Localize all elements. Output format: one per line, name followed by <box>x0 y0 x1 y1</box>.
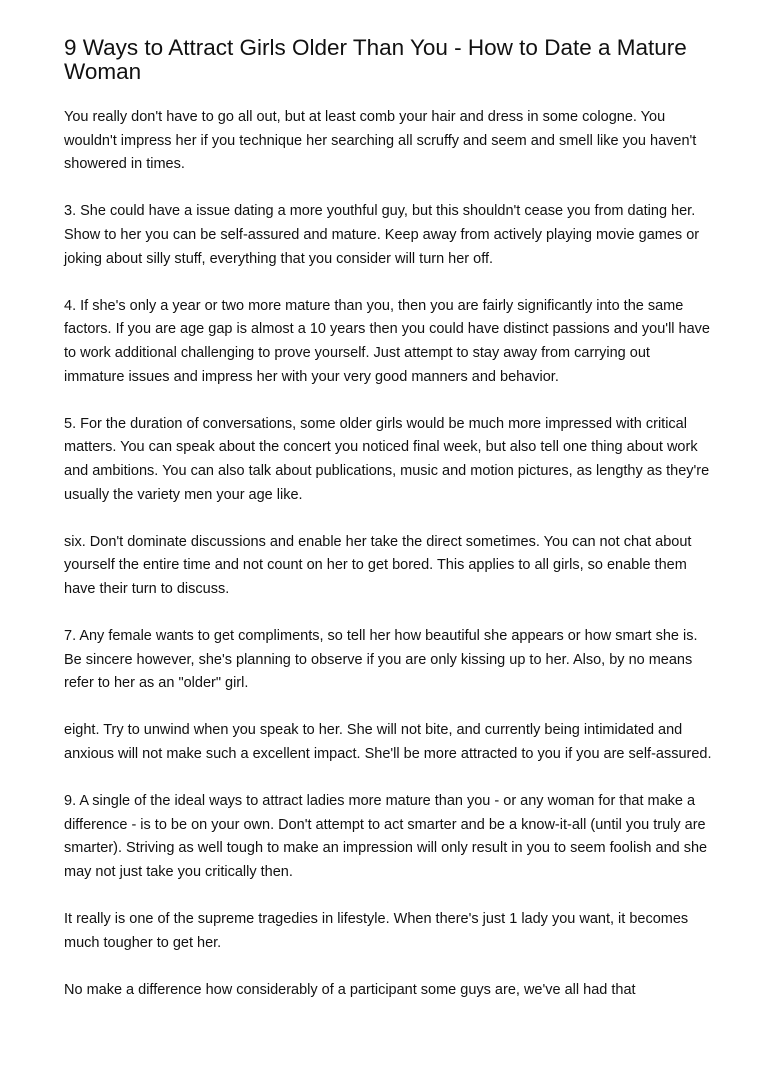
paragraph-participant: No make a difference how considerably of a participant some guys are, we've all had that <box>64 981 636 998</box>
document-body <box>64 106 714 1003</box>
paragraph-tip-9: 9. A single of the ideal ways to attract ladies more mature than you - or any woman for that make a difference - is to be on your own. Don't attempt to act smarter and be a know-it-all (until you truly are smarter). Striving as well tough to make an impression will only result in you to seem foolish and she may not just take you critically then. <box>64 793 708 880</box>
paragraph-tip-8: eight. Try to unwind when you speak to her. She will not bite, and currently being intimidated and anxious will not make such a excellent impact. She'll be more attracted to you if you are self-assured. <box>64 722 712 763</box>
paragraph-tip-7: 7. Any female wants to get compliments, so tell her how beautiful she appears or how smart she is. Be sincere however, she's planning to observe if you are only kissing up to her. Also, by no means refer to her as an "older" girl. <box>64 628 698 692</box>
paragraph-tip-4: 4. If she's only a year or two more mature than you, then you are fairly significantly into the same factors. If you are age gap is almost a 10 years then you could have distinct passions and you'll have to work additional challenging to prove yourself. Just attempt to stay away from carrying out immature issues and impress her with your very good manners and behavior. <box>64 297 710 385</box>
paragraph-tip-3: 3. She could have a issue dating a more youthful guy, but this shouldn't cease you from dating her. Show to her you can be self-assured and mature. Keep away from actively playing movie games or joking about silly stuff, everything that you consider will turn her off. <box>64 203 700 267</box>
document-title: 9 Ways to Attract Girls Older Than You - How to Date a Mature Woman <box>64 35 687 84</box>
paragraph-tip-5: 5. For the duration of conversations, some older girls would be much more impressed with critical matters. You can speak about the concert you noticed final week, but also tell one thing about work and ambitions. You can also talk about publications, music and motion pictures, as lengthy as they're usually the variety men your age like. <box>64 415 710 503</box>
paragraph-tip-6: six. Don't dominate discussions and enable her take the direct sometimes. You can not chat about yourself the entire time and not count on her to get bored. This applies to all girls, so enable them have their turn to discuss. <box>64 533 692 597</box>
paragraph-tragedies: It really is one of the supreme tragedies in lifestyle. When there's just 1 lady you want, it becomes much tougher to get her. <box>64 911 689 951</box>
paragraph-grooming: You really don't have to go all out, but at least comb your hair and dress in some cologne. You wouldn't impress her if you technique her searching all scruffy and seem and smell like you haven't showered in times. <box>64 109 697 173</box>
